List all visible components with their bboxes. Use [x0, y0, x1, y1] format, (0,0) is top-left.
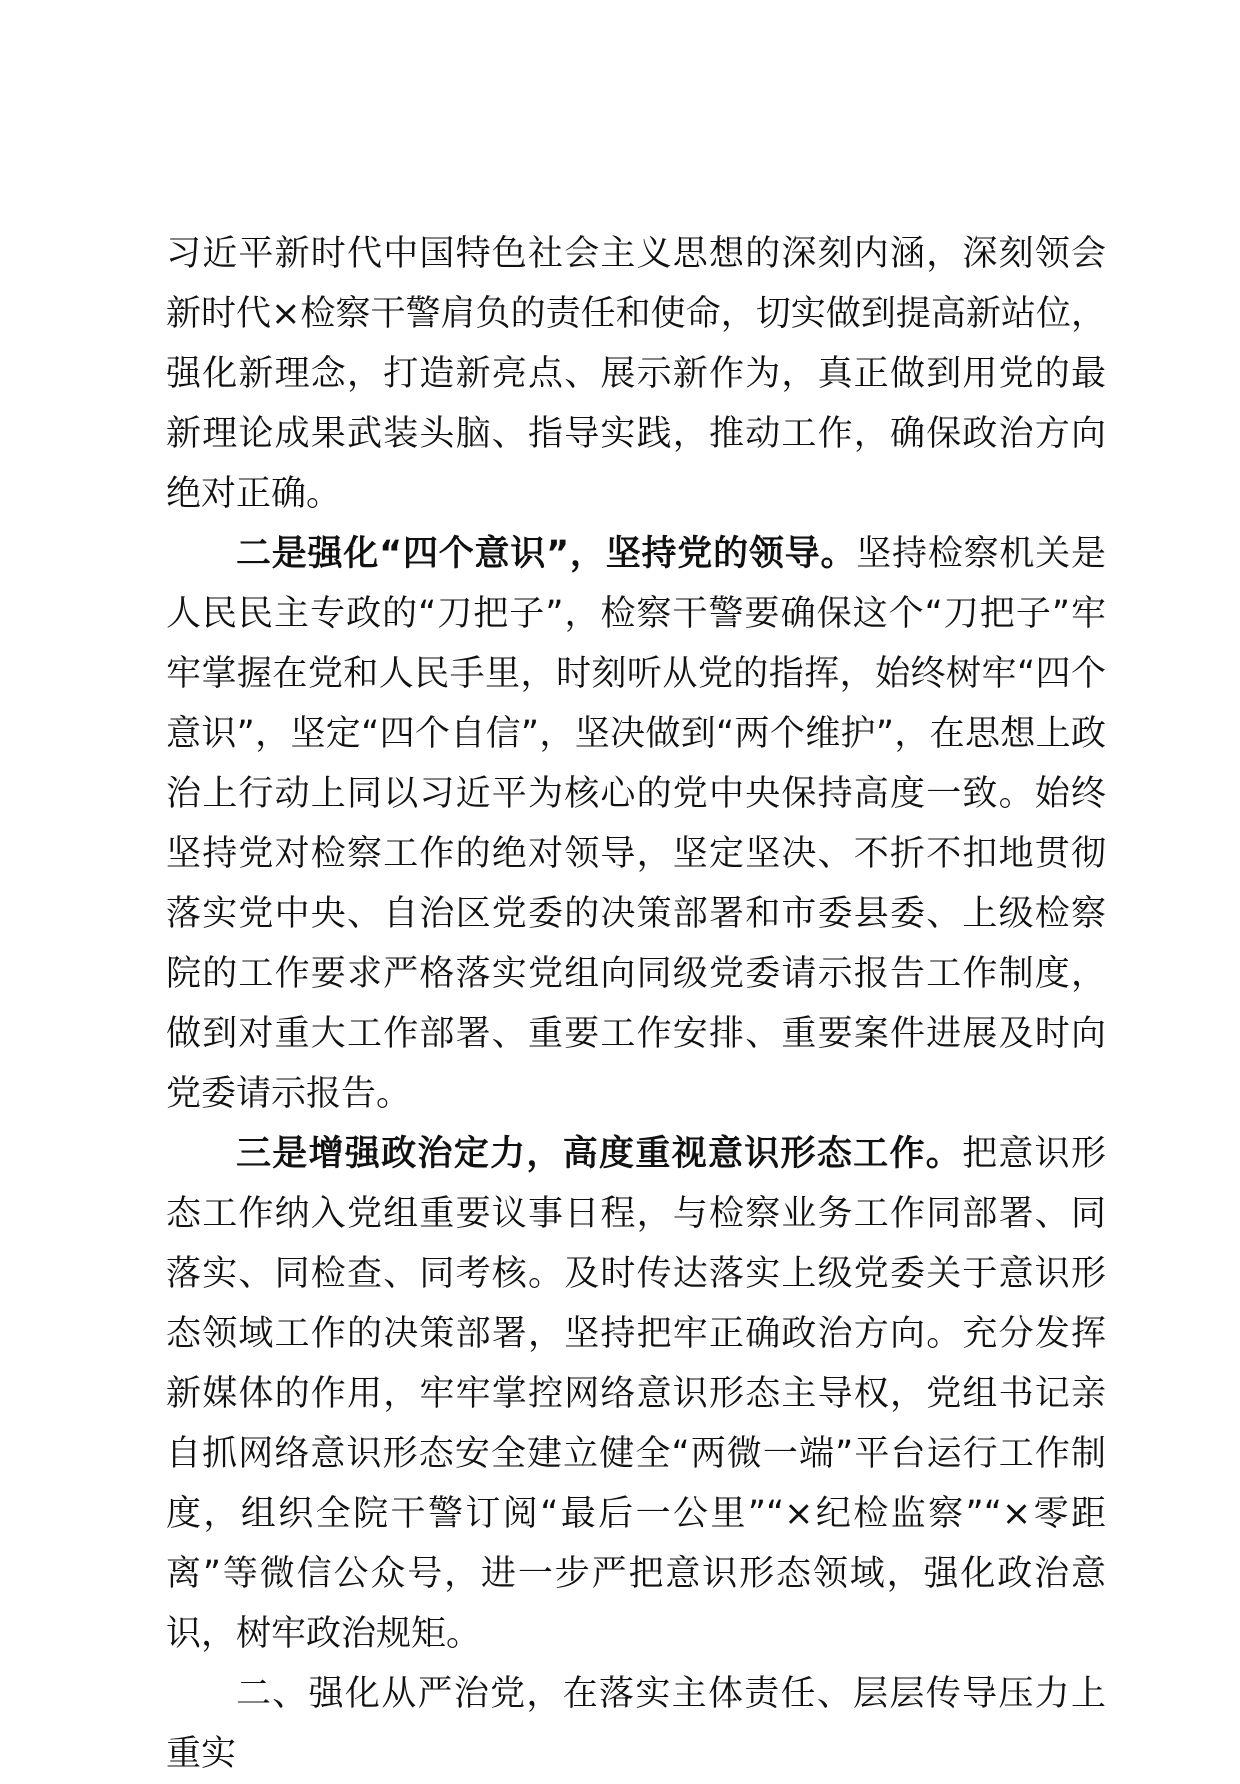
- section-heading-text: 二、强化从严治党，在落实主体责任、层层传导压力上重实: [166, 1674, 1106, 1774]
- paragraph-heading: 三是增强政治定力，高度重视意识形态工作。: [236, 1134, 963, 1174]
- paragraph-text: 习近平新时代中国特色社会主义思想的深刻内涵，深刻领会新时代×检察干警肩负的责任和使命，切实做到提高新站位，强化新理念，打造新亮点、展示新作为，真正做到用党的最新理论成果武装头脑、指导实践，推动工作，确保政治方向绝对正确。: [166, 234, 1106, 514]
- paragraph-continuation: [166, 224, 1106, 524]
- paragraph-text: 坚持检察机关是人民民主专政的“刀把子”，检察干警要确保这个“刀把子”牢牢掌握在党和人民手里，时刻听从党的指挥，始终树牢“四个意识”，坚定“四个自信”，坚决做到“两个维护”，在思想上政治上行动上同以习近平为核心的党中央保持高度一致。始终坚持党对检察工作的绝对领导，坚定坚决、不折不扣地贯彻落实党中央、自治区党委的决策部署和市委县委、上级检察院的工作要求严格落实党组向同级党委请示报告工作制度，做到对重大工作部署、重要工作安排、重要案件进展及时向党委请示报告。: [166, 534, 1106, 1114]
- paragraph-point-three: [166, 1124, 1106, 1664]
- paragraph-heading: 二是强化“四个意识”，坚持党的领导。: [236, 534, 857, 574]
- paragraph-text: 把意识形态工作纳入党组重要议事日程，与检察业务工作同部署、同落实、同检查、同考核。及时传达落实上级党委关于意识形态领域工作的决策部署，坚持把牢正确政治方向。充分发挥新媒体的作用，牢牢掌控网络意识形态主导权，党组书记亲自抓网络意识形态安全建立健全“两微一端”平台运行工作制度，组织全院干警订阅“最后一公里”“×纪检监察”“×零距离”等微信公众号，进一步严把意识形态领域，强化政治意识，树牢政治规矩。: [166, 1134, 1106, 1654]
- section-heading: [166, 1664, 1106, 1784]
- paragraph-point-two: [166, 524, 1106, 1124]
- document-body: [166, 224, 1106, 1784]
